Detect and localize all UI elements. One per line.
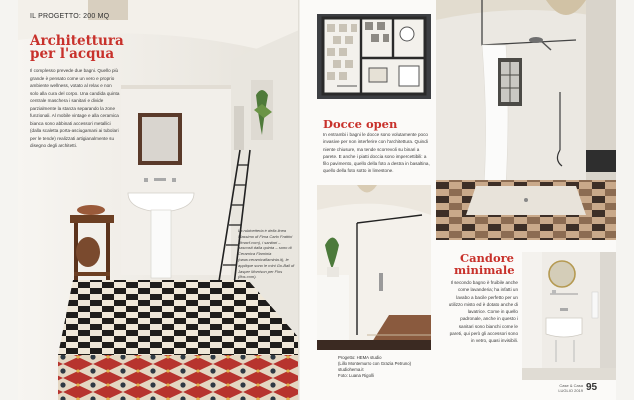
project-credits: [338, 355, 438, 372]
article-body: Il complesso prevede due bagni. Quello più grande è pensato come un vero e proprio ambiente wellness, votato al relax e non solo alla cura del corpo. Una candida quinta centrale maschera i sanitari e divide parzialmente la stanza separando la zone funzionali. Al mobile vintage e alla ceramica bianca sono abbinati accessori metallici (dalla scaletta porta-asciugamani ai tubolari per le tende) realizzati artigianalmente su disegno degli architetti.: [30, 68, 120, 148]
candore-title-line1: Candore: [459, 251, 514, 265]
docce-open-body: In entrambi i bagni le docce sono volutamente poco invasive per non interferire con l'architettura. Quindi niente chiusure, ma tende scorrevoli su binari a parete. E anche i piatti doccia sono impercettibili: a filo pavimento, quello della foto a destra in basaltina, quello della foto sotto in limestone.: [323, 132, 430, 174]
docce-open-title: Docce open: [323, 117, 398, 131]
shower-photo-small: [317, 185, 431, 350]
left-page: [18, 0, 299, 400]
photo-caption: La rubinetteria è della linea Massimo di Fima Carlo Frattini (fimacf.com), i sanitari – nascosti dalla quinta – sono di Ceramica Flaminia (www.ceramicaflaminia.it), le applique sono le mini Go-Ball di Jasper Morrison per Flos (flos.com).: [238, 228, 295, 280]
shower-photo-large: [436, 0, 616, 240]
credits-line3: studiohema.it: [338, 366, 364, 372]
photo-credit: Foto: Luana Rigolli: [338, 373, 374, 378]
article-title: [30, 35, 125, 61]
floor-plan-image: [317, 14, 431, 99]
candore-minimale-body: Il secondo bagno è fruibile anche come lavanderia; ha infatti un lavabo a bacile perfetto per un utilizzo misto ed è dotato anche di lavatrice. Come in quello padronale, anche in questo i sanitari sono bianchi come le pareti, qui però gli accessori sono in vetro, quasi invisibili.: [448, 280, 518, 344]
article-title-line2: per l'acqua: [30, 46, 115, 62]
candore-minimale-title: [454, 252, 514, 276]
section-label: IL PROGETTO: 200 MQ: [30, 13, 110, 20]
footer-brand-name: Case & Casa: [559, 383, 583, 388]
credits-line2: (Lillo Montemurro con Grazia Petruno): [338, 360, 412, 366]
magazine-footer-brand: [533, 383, 583, 393]
article-title-line1: Architettura: [30, 33, 124, 49]
candore-title-line2: minimale: [454, 263, 515, 277]
right-page: [300, 0, 616, 400]
credits-line1: Progetto: HEMA studio: [338, 355, 382, 360]
sink-photo-small: [522, 252, 616, 380]
page-number: 95: [586, 382, 598, 393]
footer-brand-issue: LUGLIO 2019: [558, 388, 583, 393]
